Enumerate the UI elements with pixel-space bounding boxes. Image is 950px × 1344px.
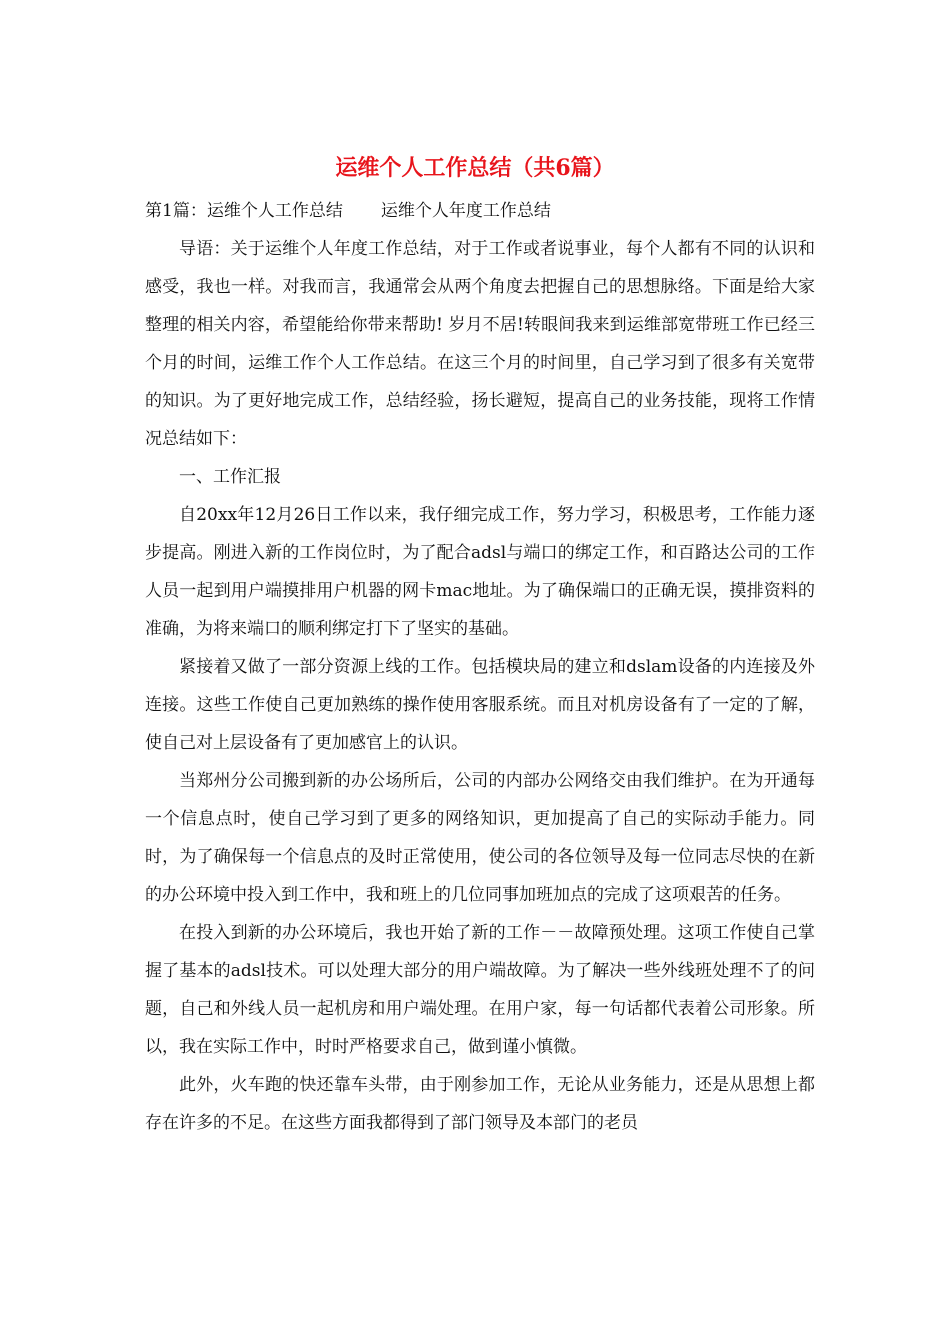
paragraph: 紧接着又做了一部分资源上线的工作。包括模块局的建立和dslam设备的内连接及外连接。这些工作使自己更加熟练的操作使用客服系统。而且对机房设备有了一定的了解，使自己对上层设备有了更加感官上的认识。 <box>145 657 815 753</box>
paragraph: 在投入到新的办公环境后，我也开始了新的工作－－故障预处理。这项工作使自己掌握了基本的adsl技术。可以处理大部分的用户端故障。为了解决一些外线班处理不了的问题，自己和外线人员一起机房和用户端处理。在用户家，每一句话都代表着公司形象。所以，我在实际工作中，时时严格要求自己，做到谨小慎微。 <box>145 923 815 1057</box>
paragraph-intro: 导语：关于运维个人年度工作总结，对于工作或者说事业，每个人都有不同的认识和感受，我也一样。对我而言，我通常会从两个角度去把握自己的思想脉络。下面是给大家整理的相关内容，希望能给你带来帮助! 岁月不居!转眼间我来到运维部宽带班工作已经三个月的时间，运维工作个人工作总结。在这三个月的时间里，自己学习到了很多有关宽带的知识。为了更好地完成工作，总结经验，扬长避短，提高自己的业务技能，现将工作情况总结如下： <box>145 239 815 449</box>
section-heading-work-report: 一、工作汇报 <box>179 467 281 487</box>
chapter-heading-part1: 第1篇：运维个人工作总结 <box>145 201 343 221</box>
chapter-heading <box>145 192 815 230</box>
document-title: 运维个人工作总结（共6篇） <box>335 155 615 181</box>
chapter-heading-part2: 运维个人年度工作总结 <box>380 201 551 221</box>
document-body <box>145 192 815 1142</box>
paragraph: 当郑州分公司搬到新的办公场所后，公司的内部办公网络交由我们维护。在为开通每一个信息点时，使自己学习到了更多的网络知识，更加提高了自己的实际动手能力。同时，为了确保每一个信息点的及时正常使用，使公司的各位领导及每一位同志尽快的在新的办公环境中投入到工作中，我和班上的几位同事加班加点的完成了这项艰苦的任务。 <box>145 771 815 905</box>
paragraph: 此外，火车跑的快还靠车头带，由于刚参加工作，无论从业务能力，还是从思想上都存在许多的不足。在这些方面我都得到了部门领导及本部门的老员 <box>145 1075 815 1133</box>
paragraph: 自20xx年12月26日工作以来，我仔细完成工作，努力学习，积极思考，工作能力逐步提高。刚进入新的工作岗位时，为了配合adsl与端口的绑定工作，和百路达公司的工作人员一起到用户端摸排用户机器的网卡mac地址。为了确保端口的正确无误，摸排资料的准确，为将来端口的顺利绑定打下了坚实的基础。 <box>145 505 815 639</box>
